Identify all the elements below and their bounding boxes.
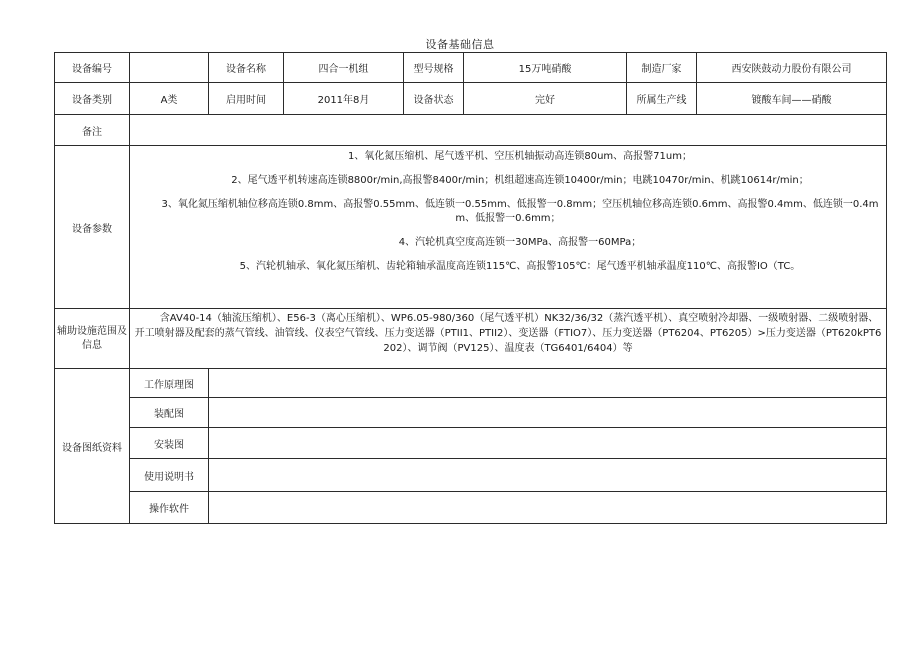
- document-title: 设备基础信息: [425, 38, 495, 51]
- label-auxiliary: 辅助设施范围及信息: [55, 309, 130, 369]
- row-remarks: [55, 115, 887, 146]
- drawing-value-installation[interactable]: [209, 428, 887, 459]
- drawing-label-assembly: 装配图: [130, 398, 209, 428]
- drawing-value-software[interactable]: [209, 492, 887, 524]
- row-drawing-5: [55, 492, 887, 524]
- row-auxiliary: [55, 309, 887, 369]
- value-equipment-id[interactable]: [130, 53, 209, 83]
- param-line-3: 3、氧化氮压缩机轴位移高连锁0.8mm、高报警0.55mm、低连锁一0.55mm、低报警一0.8mm；空压机轴位移高连锁0.6mm、高报警0.4mm、低连锁一0.4mm、低报警一0.6mm；: [161, 199, 879, 224]
- value-equipment-name[interactable]: 四合一机组: [284, 53, 404, 83]
- row-drawing-1: [55, 369, 887, 398]
- param-line-5: 5、汽轮机轴承、氧化氮压缩机、齿轮箱轴承温度高连锁115℃、高报警105℃：尾气透平机轴承温度110℃、高报警IO（TC。: [239, 261, 801, 272]
- param-line-4: 4、汽轮机真空度高连锁一30MPa、高报警一60MPa；: [398, 237, 642, 248]
- row-drawing-3: [55, 428, 887, 459]
- label-equipment-status: 设备状态: [404, 83, 464, 115]
- drawing-label-software: 操作软件: [130, 492, 209, 524]
- drawing-value-manual[interactable]: [209, 459, 887, 492]
- value-parameters[interactable]: [130, 146, 887, 309]
- label-equipment-id: 设备编号: [55, 53, 130, 83]
- value-equipment-status[interactable]: 完好: [464, 83, 627, 115]
- drawing-label-installation: 安装图: [130, 428, 209, 459]
- row-drawing-4: [55, 459, 887, 492]
- value-start-date[interactable]: 2011年8月: [284, 83, 404, 115]
- drawing-label-principle: 工作原理图: [130, 369, 209, 398]
- param-line-2: 2、尾气透平机转速高连锁8800r/min,高报警8400r/min；机组超速高连锁10400r/min；电跳10470r/min、机跳10614r/min；: [231, 175, 809, 186]
- drawing-value-principle[interactable]: [209, 369, 887, 398]
- label-model-spec: 型号规格: [404, 53, 464, 83]
- label-equipment-name: 设备名称: [209, 53, 284, 83]
- param-line-1: 1、氧化氮压缩机、尾气透平机、空压机轴振动高连锁80um、高报警71um；: [348, 151, 692, 162]
- equipment-info-table: [54, 52, 887, 524]
- row-basic-1: [55, 53, 887, 83]
- label-remarks: 备注: [55, 115, 130, 146]
- auxiliary-text: 含AV40-14（轴流压缩机）、E56-3（离心压缩机）、WP6.05-980/360（尾气透平机）NK32/36/32（蒸汽透平机）、真空喷射冷却器、一级喷射器、二级喷射器、开工喷射器及配套的蒸气管线、油管线、仪表空气管线、压力变送器（PTII1、PTII2）、变送器（FTIO7）、压力变送器（PT6204、PT6205）>压力变送器（PT620kPT6202）、调节阀（PV125）、温度表（TG6401/6404）等: [134, 313, 882, 354]
- label-start-date: 启用时间: [209, 83, 284, 115]
- row-basic-2: [55, 83, 887, 115]
- value-remarks[interactable]: [130, 115, 887, 146]
- drawing-value-assembly[interactable]: [209, 398, 887, 428]
- value-model-spec[interactable]: 15万吨硝酸: [464, 53, 627, 83]
- drawing-label-manual: 使用说明书: [130, 459, 209, 492]
- label-equipment-category: 设备类别: [55, 83, 130, 115]
- label-manufacturer: 制造厂家: [627, 53, 697, 83]
- value-equipment-category[interactable]: A类: [130, 83, 209, 115]
- row-parameters: [55, 146, 887, 309]
- row-drawing-2: [55, 398, 887, 428]
- value-auxiliary[interactable]: [130, 309, 887, 369]
- value-manufacturer[interactable]: 西安陕鼓动力股份有限公司: [697, 53, 887, 83]
- label-production-line: 所属生产线: [627, 83, 697, 115]
- value-production-line[interactable]: 镀酸车间——硝酸: [697, 83, 887, 115]
- label-drawings: 设备图纸资料: [55, 369, 130, 524]
- label-parameters: 设备参数: [55, 146, 130, 309]
